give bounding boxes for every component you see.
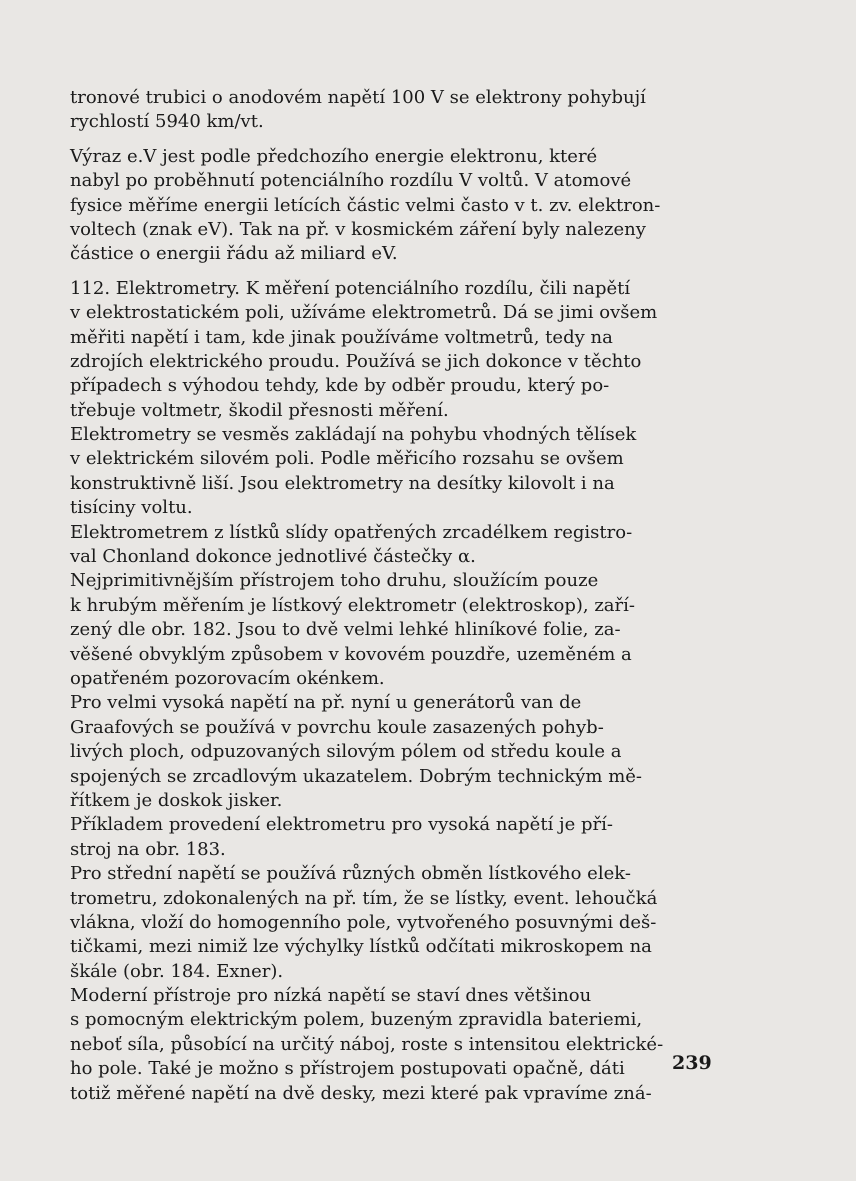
text-line: zdrojích elektrického proudu. Používá se jich dokonce v těchto [70, 350, 642, 372]
paragraph [70, 145, 710, 267]
text-line: Graafových se používá v povrchu koule zasazených pohyb- [70, 716, 604, 738]
paragraph [70, 813, 710, 862]
text-line: livých ploch, odpuzovaných silovým pólem od středu koule a [70, 741, 622, 763]
text-line: v elektrostatickém poli, užíváme elektrometrů. Dá se jimi ovšem [70, 302, 658, 324]
text-line: voltech (znak eV). Tak na př. v kosmickém záření byly nalezeny [70, 218, 646, 240]
paragraph [70, 984, 710, 1106]
text-line: zený dle obr. 182. Jsou to dvě velmi lehké hliníkové folie, za- [70, 619, 621, 641]
text-line: tronové trubici o anodovém napětí 100 V se elektrony pohybují [70, 87, 646, 108]
text-line: Elektrometry se vesměs zakládají na pohybu vhodných tělísek [70, 424, 637, 446]
text-line: opatřeném pozorovacím okénkem. [70, 667, 385, 689]
text-line: tisíciny voltu. [70, 497, 193, 519]
text-line: v elektrickém silovém poli. Podle měřicího rozsahu se ovšem [70, 448, 624, 470]
text-line: Moderní přístroje pro nízká napětí se staví dnes většinou [70, 985, 592, 1007]
text-line: fysice měříme energii letících částic velmi často v t. zv. elektron- [70, 194, 661, 216]
body-text [70, 86, 710, 1106]
text-line: ho pole. Také je možno s přístrojem postupovati opačně, dáti [70, 1058, 625, 1080]
text-line: neboť síla, působící na určitý náboj, roste s intensitou elektrické- [70, 1033, 664, 1055]
text-line: trometru, zdokonalených na př. tím, že se lístky, event. lehoučká [70, 887, 658, 909]
paragraph [70, 569, 710, 691]
text-line: třebuje voltmetr, škodil přesnosti měření. [70, 399, 449, 421]
text-line: spojených se zrcadlovým ukazatelem. Dobrým technickým mě- [70, 765, 643, 787]
text-line: škále (obr. 184. Exner). [70, 960, 284, 982]
text-line: konstruktivně liší. Jsou elektrometry na desítky kilovolt i na [70, 472, 615, 494]
text-line: řítkem je doskok jisker. [70, 789, 283, 811]
text-line: k hrubým měřením je lístkový elektrometr (elektroskop), zaří- [70, 594, 635, 616]
paragraph [70, 862, 710, 984]
text-line: vlákna, vloží do homogenního pole, vytvořeného posuvnými deš- [70, 911, 657, 933]
text-line: případech s výhodou tehdy, kde by odběr proudu, který po- [70, 375, 610, 397]
text-line: měřiti napětí i tam, kde jinak používáme voltmetrů, tedy na [70, 326, 613, 348]
page-number: 239 [672, 1052, 712, 1074]
text-line: s pomocným elektrickým polem, buzeným zpravidla bateriemi, [70, 1009, 643, 1031]
text-line: stroj na obr. 183. [70, 838, 226, 860]
text-line: věšené obvyklým způsobem v kovovém pouzdře, uzeměném a [70, 643, 632, 665]
text-line: 112. Elektrometry. K měření potenciálního rozdílu, čili napětí [70, 277, 631, 299]
text-line: rychlostí 5940 km/vt. [70, 111, 264, 133]
paragraph [70, 277, 710, 423]
text-line: Příkladem provedení elektrometru pro vysoká napětí je pří- [70, 814, 613, 836]
text-line: částice o energii řádu až miliard eV. [70, 243, 398, 265]
text-line: totiž měřené napětí na dvě desky, mezi které pak vpravíme zná- [70, 1082, 652, 1104]
paragraph [70, 691, 710, 813]
paragraph [70, 521, 710, 570]
text-line: Výraz e.V jest podle předchozího energie elektronu, které [70, 145, 598, 167]
text-line: Pro velmi vysoká napětí na př. nyní u generátorů van de [70, 692, 582, 714]
text-line: Elektrometrem z lístků slídy opatřených zrcadélkem registro- [70, 521, 633, 543]
paragraph [70, 423, 710, 521]
text-line: nabyl po proběhnutí potenciálního rozdílu V voltů. V atomové [70, 170, 632, 192]
text-line: tičkami, mezi nimiž lze výchylky lístků odčítati mikroskopem na [70, 936, 652, 958]
text-line: Pro střední napětí se používá různých obměn lístkového elek- [70, 863, 631, 885]
text-line: Nejprimitivnějším přístrojem toho druhu, sloužícím pouze [70, 570, 599, 592]
text-line: val Chonland dokonce jednotlivé částečky α. [70, 546, 476, 568]
paragraph [70, 86, 710, 135]
